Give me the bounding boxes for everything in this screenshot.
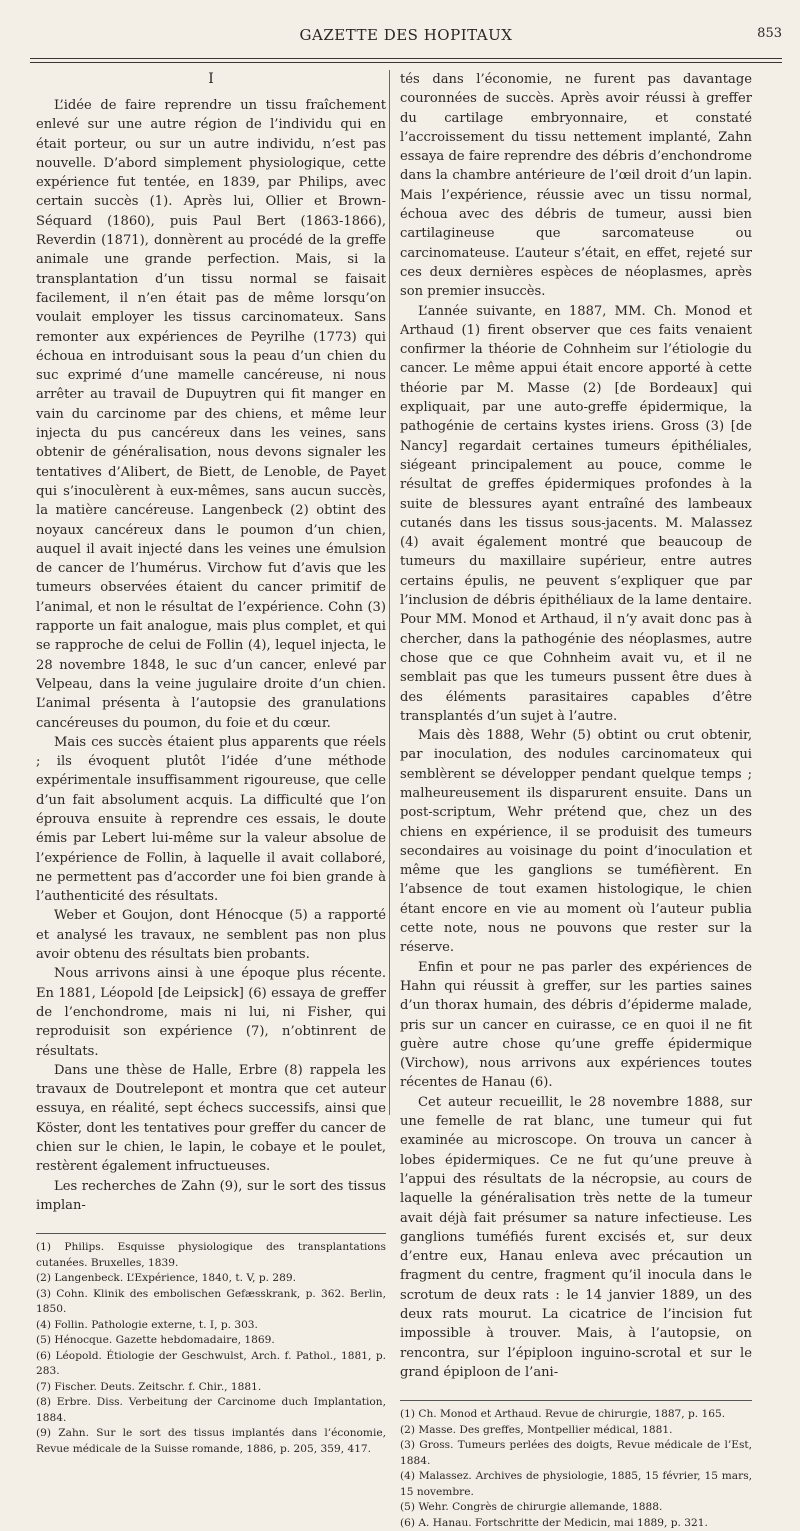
footnotes-rule — [400, 1400, 752, 1401]
paragraph: Dans une thèse de Halle, Erbre (8) rappela les travaux de Doutrelepont et montra que cet auteur essuya, en réalité, sept échecs successifs, ainsi que Köster, dont les tentatives pour greffer du cancer de chien sur le chien, le lapin, le cobaye et le poulet, restèrent également infructueuses. — [36, 1062, 386, 1175]
footnote: (4) Malassez. Archives de physiologie, 1885, 15 février, 15 mars, 15 novembre. — [400, 1470, 752, 1498]
page-number: 853 — [757, 26, 782, 41]
footnotes — [36, 1240, 386, 1457]
footnote: (9) Zahn. Sur le sort des tissus implantés dans l’économie, Revue médicale de la Suisse romande, 1886, p. 205, 359, 417. — [36, 1427, 386, 1455]
footnotes-rule — [36, 1233, 386, 1234]
footnote: (1) Ch. Monod et Arthaud. Revue de chirurgie, 1887, p. 165. — [400, 1408, 726, 1421]
left-column — [36, 70, 386, 1457]
paragraph: L’idée de faire reprendre un tissu fraîchement enlevé sur une autre région de l’individu qui en était porteur, ou sur un autre individu, n’est pas nouvelle. D’abord simplement physiologique, cette expérience fut tentée, en 1839, par Philips, avec certain succès (1). Après lui, Ollier et Brown-Séquard (1860), puis Paul Bert (1863-1866), Reverdin (1871), donnèrent au procédé de la greffe animale une grande perfection. Mais, si la transplantation d’un tissu normal se faisait facilement, il n’en était pas de même lorsqu’on voulait employer les tissus carcinomateux. Sans remonter aux expériences de Peyrilhe (1773) qui échoua en introduisant sous la peau d’un chien du suc exprimé d’une mamelle cancéreuse, ni nous arrêter au travail de Dupuytren qui fit manger en vain du carcinome par des chiens, et même leur injecta du pus cancéreux dans les veines, sans obtenir de généralisation, nous devons signaler les tentatives d’Alibert, de Biett, de Lenoble, de Payet qui s’inoculèrent à eux-mêmes, sans aucun succès, la matière cancéreuse. Langenbeck (2) obtint des noyaux cancéreux dans le poumon d’un chien, auquel il avait injecté dans les veines une émulsion de cancer de l’humérus. Virchow fut d’avis que les tumeurs observées étaient du cancer primitif de l’animal, et non le résultat de l’expérience. Cohn (3) rapporte un fait analogue, mais plus complet, et qui se rapproche de celui de Follin (4), lequel injecta, le 28 novembre 1848, le suc d’un cancer, enlevé par Velpeau, dans la veine jugulaire droite d’un chien. L’animal présenta à l’autopsie des granulations cancéreuses du poumon, du foie et du cœur. — [36, 98, 386, 731]
footnote: (7) Fischer. Deuts. Zeitschr. f. Chir., 1881. — [36, 1380, 262, 1393]
footnote: (6) Léopold. Étiologie der Geschwulst, Arch. f. Pathol., 1881, p. 283. — [36, 1349, 386, 1378]
footnote: (1) Philips. Esquisse physiologique des transplantations cutanées. Bruxelles, 1839. — [36, 1241, 386, 1269]
footnote: (6) A. Hanau. Fortschritte der Medicin, mai 1889, p. 321. — [400, 1516, 708, 1529]
footnote: (8) Erbre. Diss. Verbeitung der Carcinome duch Implantation, 1884. — [36, 1396, 386, 1424]
paragraph: Mais dès 1888, Wehr (5) obtint ou crut obtenir, par inoculation, des nodules carcinomateux qui semblèrent se développer pendant quelque temps ; malheureusement ils disparurent ensuite. Dans un post-scriptum, Wehr prétend que, chez un des chiens en expérience, il se produisit des tumeurs secondaires au voisinage du point d’inoculation et même que les ganglions se tuméfièrent. En l’absence de tout examen histologique, le chien étant encore en vie au moment où l’auteur publia cette note, nous ne pouvons que rester sur la réserve. — [400, 728, 752, 956]
right-column — [400, 70, 752, 1531]
footnote: (4) Follin. Pathologie externe, t. I, p. 303. — [36, 1318, 258, 1331]
header-rule — [30, 58, 782, 59]
footnotes — [400, 1407, 752, 1531]
paragraph: Weber et Goujon, dont Hénocque (5) a rapporté et analysé les travaux, ne semblent pas non plus avoir obtenu des résultats bien probants. — [36, 908, 386, 963]
paragraph: tés dans l’économie, ne furent pas davantage couronnées de succès. Après avoir réussi à greffer du cartilage embryonnaire, et constaté l’accroissement du tissu nettement implanté, Zahn essaya de faire reprendre des débris d’enchondrome dans la chambre antérieure de l’œil droit d’un lapin. Mais l’expérience, réussie avec un tissu normal, échoua avec des débris de tumeur, aussi bien cartilagineuse que sarcomateuse ou carcinomateuse. L’auteur s’était, en effet, rejeté sur ces deux dernières espèces de néoplasmes, après son premier insuccès. — [400, 72, 752, 300]
paragraph: Enfin et pour ne pas parler des expériences de Hahn qui réussit à greffer, sur les parties saines d’un thorax humain, des débris d’épiderme malade, pris sur un cancer en cuirasse, ce en quoi il ne fit guère autre chose qu’une greffe épidermique (Virchow), nous arrivons aux expériences toutes récentes de Hanau (6). — [400, 959, 752, 1091]
footnote: (3) Gross. Tumeurs perlées des doigts, Revue médicale de l’Est, 1884. — [400, 1439, 752, 1467]
paragraph: Nous arrivons ainsi à une époque plus récente. En 1881, Léopold [de Leipsick] (6) essaya de greffer de l’enchondrome, mais ni lui, ni Fisher, qui reproduisit son expérience (7), n’obtinrent de résultats. — [36, 966, 386, 1059]
header-rule-double — [30, 62, 782, 63]
footnote: (2) Masse. Des greffes, Montpellier médical, 1881. — [400, 1423, 673, 1436]
footnote: (5) Wehr. Congrès de chirurgie allemande, 1888. — [400, 1501, 663, 1514]
journal-title: GAZETTE DES HOPITAUX — [299, 26, 513, 44]
footnote: (3) Cohn. Klinik des embolischen Gefæsskrank, p. 362. Berlin, 1850. — [36, 1287, 386, 1316]
section-number: I — [208, 71, 214, 87]
paragraph: L’année suivante, en 1887, MM. Ch. Monod et Arthaud (1) firent observer que ces faits venaient confirmer la théorie de Cohnheim sur l’étiologie du cancer. Le même appui était encore apporté à cette théorie par M. Masse (2) [de Bordeaux] qui expliquait, par une auto-greffe épidermique, la pathogénie de certains kystes iriens. Gross (3) [de Nancy] regardait certaines tumeurs épithéliales, siégeant principalement au pouce, comme le résultat de greffes épidermiques profondes à la suite de blessures ayant entraîné des lambeaux cutanés dans les tissus sous-jacents. M. Malassez (4) avait également montré que beaucoup de tumeurs du maxillaire supérieur, entre autres certains épulis, ne peuvent s’expliquer que par l’inclusion de débris épithéliaux de la lame dentaire. Pour MM. Monod et Arthaud, il n’y avait donc pas à chercher, dans la pathogénie des néoplasmes, autre chose que ce que Cohnheim avait vu, et il ne semblait pas que les tumeurs pussent être dues à des éléments parasitaires capables d’être transplantés d’un sujet à l’autre. — [400, 303, 752, 724]
page-header — [30, 22, 782, 44]
paragraph: Cet auteur recueillit, le 28 novembre 1888, sur une femelle de rat blanc, une tumeur qui fut examinée au microscope. On trouva un cancer à lobes épidermiques. Ce ne fut qu’une preuve à l’appui des résultats de la nécropsie, au cours de laquelle la généralisation très nette de la tumeur avait déjà fait présumer sa nature infectieuse. Les ganglions tuméfiés furent excisés et, sur deux d’entre eux, Hanau enleva avec précaution un fragment du centre, fragment qu’il inocula dans le scrotum de deux rats : le 14 janvier 1889, un des deux rats mourut. La cicatrice de l’incision fut impossible à trouver. Mais, à l’autopsie, on rencontra, sur l’épiploon inguino-scrotal et sur le grand épiploon de l’ani- — [400, 1094, 752, 1380]
footnote: (2) Langenbeck. L’Expérience, 1840, t. V, p. 289. — [36, 1272, 296, 1285]
paragraph: Les recherches de Zahn (9), sur le sort des tissus implan- — [36, 1178, 386, 1213]
column-divider — [389, 70, 390, 1115]
footnote: (5) Hénocque. Gazette hebdomadaire, 1869. — [36, 1334, 275, 1347]
paragraph: Mais ces succès étaient plus apparents que réels ; ils évoquent plutôt l’idée d’une méthode expérimentale insuffisamment rigoureuse, que celle d’un fait absolument acquis. La difficulté que l’on éprouva ensuite à reprendre ces essais, le doute émis par Lebert lui-même sur la valeur absolue de l’expérience de Follin, à laquelle il avait collaboré, ne permettent pas d’accorder une foi bien grande à l’authenticité des résultats. — [36, 734, 386, 905]
